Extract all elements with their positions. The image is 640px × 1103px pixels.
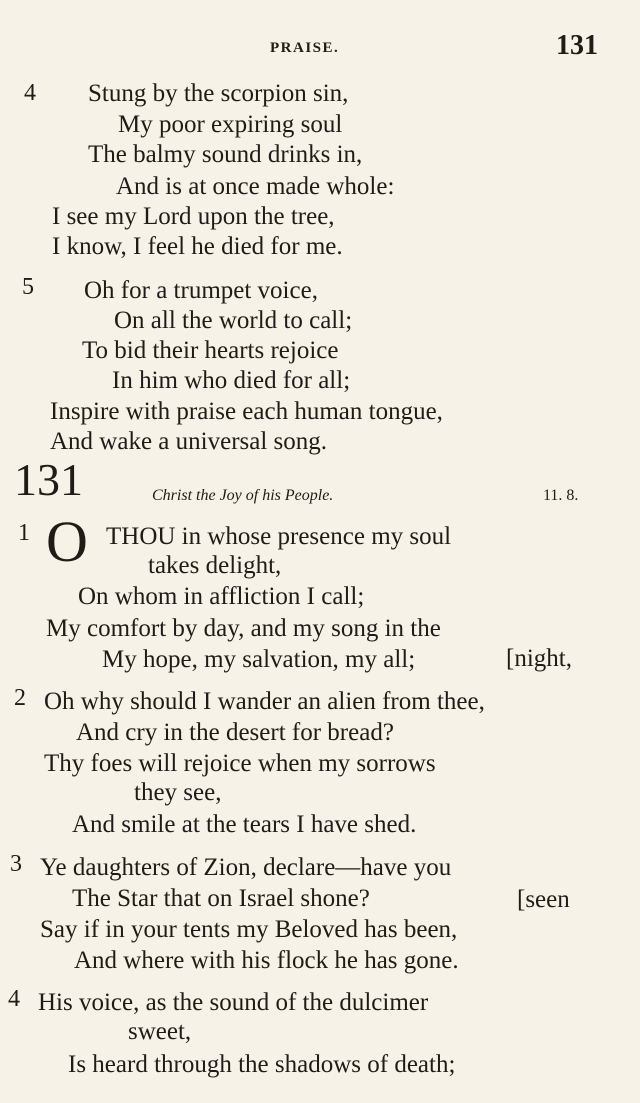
verse-line: Inspire with praise each human tongue,: [50, 398, 443, 425]
verse-line: And wake a universal song.: [50, 428, 328, 455]
verse-line: Ye daughters of Zion, declare—have you: [40, 854, 452, 881]
verse-line: His voice, as the sound of the dulcimer: [38, 989, 429, 1016]
verse-line: My comfort by day, and my song in the: [46, 615, 441, 642]
verse-line: My poor expiring soul: [118, 111, 343, 138]
verse-line: Stung by the scorpion sin,: [88, 80, 349, 107]
running-header: [0, 30, 640, 66]
verse-line: THOU in whose presence my soul: [106, 523, 452, 550]
verse-line: And is at once made whole:: [116, 173, 395, 200]
verse-line: And where with his flock he has gone.: [74, 947, 459, 974]
verse-line: And smile at the tears I have shed.: [72, 811, 417, 838]
hymn-meter: 11. 8.: [543, 487, 579, 504]
verse-line: sweet,: [128, 1018, 192, 1045]
stanza-number: 4: [24, 80, 36, 106]
verse-line: And cry in the desert for bread?: [76, 719, 394, 746]
verse-line: takes delight,: [148, 552, 282, 579]
carryover-word: [night,: [506, 645, 572, 672]
verse-line: On whom in affliction I call;: [78, 583, 365, 610]
verse-line: they see,: [134, 779, 222, 806]
verse-line: Oh for a trumpet voice,: [84, 277, 318, 304]
verse-line: I see my Lord upon the tree,: [52, 203, 335, 230]
verse-line: The balmy sound drinks in,: [88, 141, 363, 168]
stanza-number: 5: [22, 274, 34, 300]
verse-line: I know, I feel he died for me.: [52, 233, 343, 260]
carryover-word: [seen: [517, 886, 570, 913]
verse-line: Oh why should I wander an alien from thee,: [44, 688, 485, 715]
stanza-number: 1: [18, 520, 30, 546]
verse-line: On all the world to call;: [114, 307, 353, 334]
verse-line: Thy foes will rejoice when my sorrows: [44, 750, 436, 777]
page-number: 131: [556, 30, 598, 61]
verse-line: To bid their hearts rejoice: [82, 337, 339, 364]
drop-cap: O: [46, 509, 88, 574]
hymn-number: 131: [14, 454, 83, 505]
section-title: PRAISE.: [270, 40, 340, 56]
verse-line: Say if in your tents my Beloved has been,: [40, 916, 458, 943]
stanza-number: 4: [8, 986, 20, 1012]
verse-line: Is heard through the shadows of death;: [68, 1051, 456, 1078]
verse-line: The Star that on Israel shone?: [72, 885, 370, 912]
stanza-number: 3: [10, 851, 22, 877]
verse-line: In him who died for all;: [112, 367, 351, 394]
verse-line: My hope, my salvation, my all;: [102, 646, 416, 673]
hymn-title: Christ the Joy of his People.: [152, 487, 334, 504]
stanza-number: 2: [14, 685, 26, 711]
